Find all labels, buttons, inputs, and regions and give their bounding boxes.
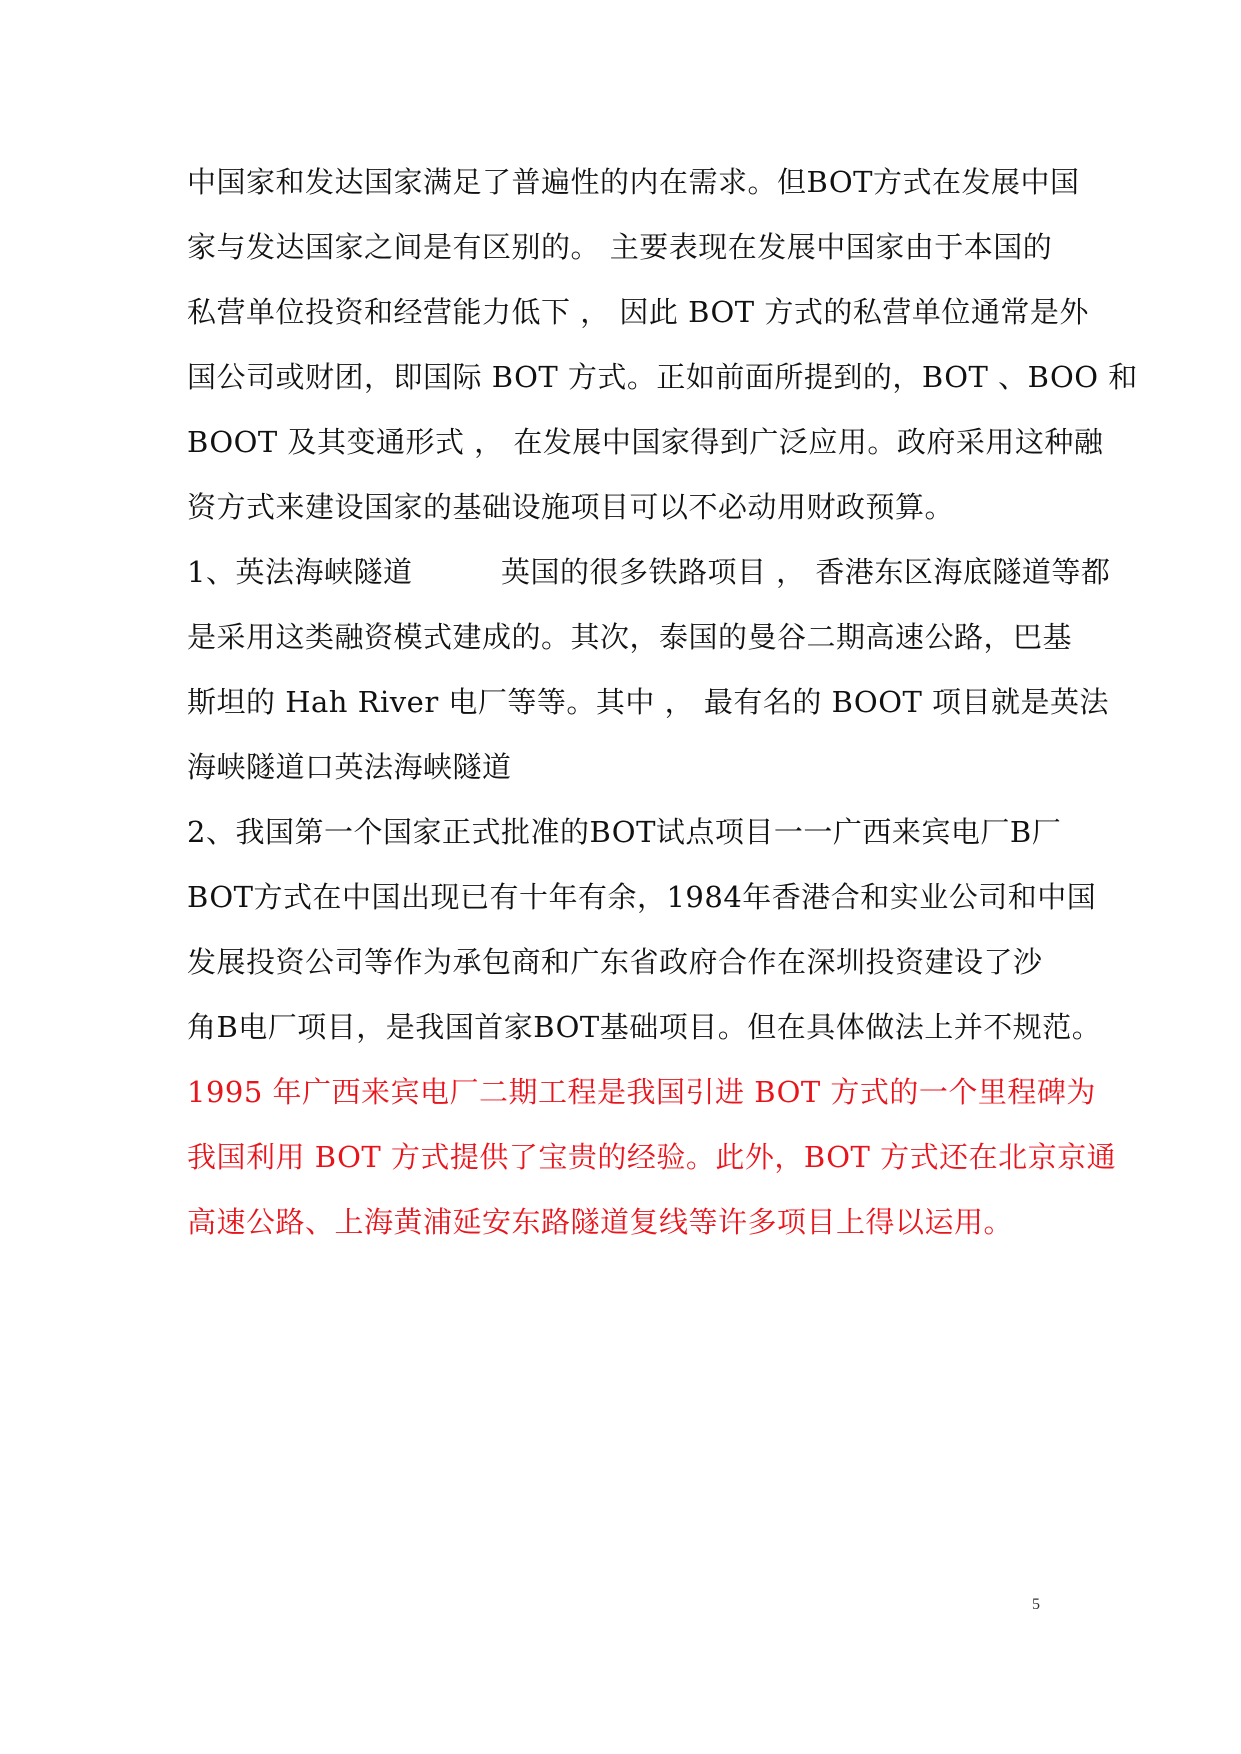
text-line: BOOT 及其变通形式 ， 在发展中国家得到广泛应用。政府采用这种融 bbox=[187, 425, 1104, 459]
text-line: 中国家和发达国家满足了普遍性的内在需求。但BOT方式在发展中国 bbox=[187, 165, 1080, 199]
highlighted-text-line: 高速公路、上海黄浦延安东路隧道复线等许多项目上得以运用。 bbox=[187, 1205, 1014, 1239]
text-line: 是采用这类融资模式建成的。其次，泰国的曼谷二期高速公路，巴基 bbox=[187, 620, 1073, 654]
text-line: 斯坦的 Hah River 电厂等等。其中 ， 最有名的 BOOT 项目就是英法 bbox=[187, 685, 1110, 719]
body-text bbox=[187, 150, 1138, 1255]
text-line: 角B电厂项目，是我国首家BOT基础项目。但在具体做法上并不规范。 bbox=[187, 1010, 1102, 1044]
text-line: 1、英法海峡隧道 英国的很多铁路项目 ， 香港东区海底隧道等都 bbox=[187, 555, 1111, 589]
text-line: 家与发达国家之间是有区别的。 主要表现在发展中国家由于本国的 bbox=[187, 230, 1053, 264]
text-line: 2、我国第一个国家正式批准的BOT试点项目一一广西来宾电厂B厂 bbox=[187, 815, 1062, 849]
text-line: 发展投资公司等作为承包商和广东省政府合作在深圳投资建设了沙 bbox=[187, 945, 1043, 979]
page-number: 5 bbox=[1032, 1596, 1040, 1613]
highlighted-text-line: 1995 年广西来宾电厂二期工程是我国引进 BOT 方式的一个里程碑为 bbox=[187, 1075, 1096, 1109]
text-line: 私营单位投资和经营能力低下 ， 因此 BOT 方式的私营单位通常是外 bbox=[187, 295, 1089, 329]
text-line: 国公司或财团，即国际 BOT 方式。正如前面所提到的，BOT 、BOO 和 bbox=[187, 360, 1138, 394]
text-line: 资方式来建设国家的基础设施项目可以不必动用财政预算。 bbox=[187, 490, 955, 524]
highlighted-text-line: 我国利用 BOT 方式提供了宝贵的经验。此外，BOT 方式还在北京京通 bbox=[187, 1140, 1117, 1174]
text-line: BOT方式在中国出现已有十年有余，1984年香港合和实业公司和中国 bbox=[187, 880, 1097, 914]
text-line: 海峡隧道口英法海峡隧道 bbox=[187, 750, 512, 784]
